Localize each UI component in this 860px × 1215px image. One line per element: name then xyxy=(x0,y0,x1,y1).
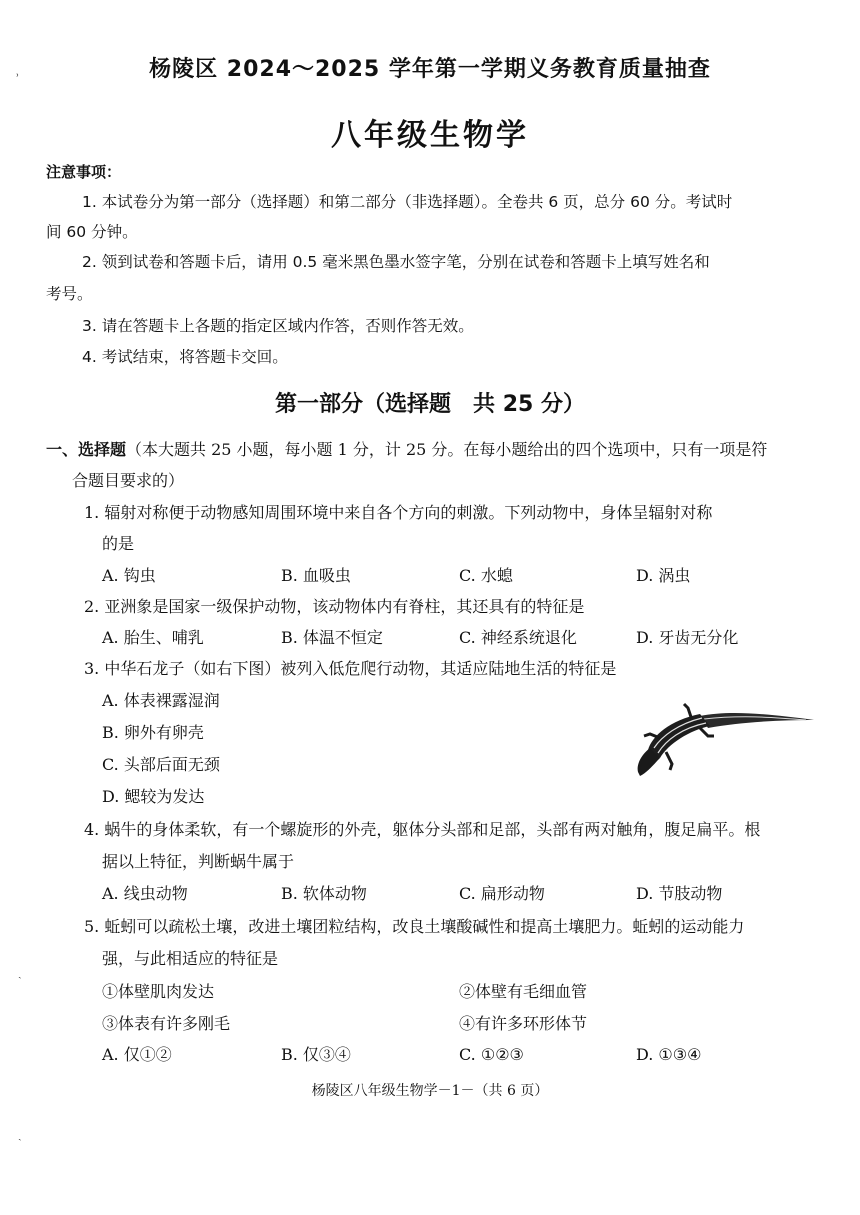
q1-option-c[interactable]: C. 水螅 xyxy=(459,566,513,585)
q5-option-b[interactable]: B. 仅③④ xyxy=(281,1045,351,1064)
q5-option-a[interactable]: A. 仅①② xyxy=(102,1045,172,1064)
q1-stem-line-1: 1. 辐射对称便于动物感知周围环境中来自各个方向的刺激。下列动物中，身体呈辐射对称 xyxy=(84,503,713,522)
subject-title: 八年级生物学 xyxy=(331,118,529,153)
notice-item-2-line-1: 2. 领到试卷和答题卡后，请用 0.5 毫米黑色墨水签字笔，分别在试卷和答题卡上填写姓名和 xyxy=(82,253,710,271)
q1-stem-line-2: 的是 xyxy=(102,534,135,553)
q2-option-a[interactable]: A. 胎生、哺乳 xyxy=(102,628,204,647)
part1-title: 第一部分（选择题 共 25 分） xyxy=(275,392,585,417)
notice-item-3: 3. 请在答题卡上各题的指定区域内作答，否则作答无效。 xyxy=(82,317,474,335)
q3-stem: 3. 中华石龙子（如右下图）被列入低危爬行动物，其适应陆地生活的特征是 xyxy=(84,659,617,678)
q5-option-c[interactable]: C. ①②③ xyxy=(459,1045,524,1064)
scan-mark: ˏ xyxy=(18,1128,22,1141)
q5-stem-line-2: 强，与此相适应的特征是 xyxy=(102,949,279,968)
section-desc-line-1: （本大题共 25 小题，每小题 1 分，计 25 分。在每小题给出的四个选项中，只有一项是符 xyxy=(126,440,768,459)
q3-option-a[interactable]: A. 体表裸露湿润 xyxy=(102,691,220,710)
section-intro xyxy=(46,440,767,460)
scan-mark: ʾ xyxy=(16,72,20,85)
q4-stem-line-1: 4. 蜗牛的身体柔软，有一个螺旋形的外壳，躯体分头部和足部，头部有两对触角，腹足扁平。根 xyxy=(84,820,761,839)
q1-option-d[interactable]: D. 涡虫 xyxy=(636,566,691,585)
notice-item-4: 4. 考试结束，将答题卡交回。 xyxy=(82,348,288,366)
exam-title: 杨陵区 2024～2025 学年第一学期义务教育质量抽查 xyxy=(149,57,711,82)
section-desc-line-2: 合题目要求的） xyxy=(72,471,185,490)
q1-option-a[interactable]: A. 钩虫 xyxy=(102,566,156,585)
notice-item-1-line-1: 1. 本试卷分为第一部分（选择题）和第二部分（非选择题）。全卷共 6 页，总分 60 分。考试时 xyxy=(82,193,733,211)
notice-heading: 注意事项： xyxy=(46,163,122,181)
scan-mark: ˏ xyxy=(18,966,22,979)
q5-option-d[interactable]: D. ①③④ xyxy=(636,1045,702,1064)
q4-option-d[interactable]: D. 节肢动物 xyxy=(636,884,723,903)
q5-statement-4: ④有许多环形体节 xyxy=(459,1014,588,1033)
q4-stem-line-2: 据以上特征，判断蜗牛属于 xyxy=(102,852,295,871)
q4-option-b[interactable]: B. 软体动物 xyxy=(281,884,367,903)
section-label: 一、选择题 xyxy=(46,440,127,459)
q3-option-d[interactable]: D. 鳃较为发达 xyxy=(102,787,205,806)
q4-option-a[interactable]: A. 线虫动物 xyxy=(102,884,188,903)
q5-statement-2: ②体壁有毛细血管 xyxy=(459,982,588,1001)
notice-item-2-line-2: 考号。 xyxy=(46,285,93,303)
q3-option-b[interactable]: B. 卵外有卵壳 xyxy=(102,723,204,742)
q4-option-c[interactable]: C. 扁形动物 xyxy=(459,884,545,903)
notice-item-1-line-2: 间 60 分钟。 xyxy=(46,223,138,241)
q5-stem-line-1: 5. 蚯蚓可以疏松土壤，改进土壤团粒结构，改良土壤酸碱性和提高土壤肥力。蚯蚓的运动能力 xyxy=(84,917,745,936)
q2-option-c[interactable]: C. 神经系统退化 xyxy=(459,628,577,647)
q2-option-d[interactable]: D. 牙齿无分化 xyxy=(636,628,739,647)
q2-stem: 2. 亚洲象是国家一级保护动物，该动物体内有脊柱，其还具有的特征是 xyxy=(84,597,585,616)
page-footer: 杨陵区八年级生物学－1－（共 6 页） xyxy=(311,1083,549,1099)
q2-option-b[interactable]: B. 体温不恒定 xyxy=(281,628,383,647)
q1-option-b[interactable]: B. 血吸虫 xyxy=(281,566,351,585)
chinese-skink-image xyxy=(630,690,820,782)
q5-statement-1: ①体壁肌肉发达 xyxy=(102,982,215,1001)
q3-option-c[interactable]: C. 头部后面无颈 xyxy=(102,755,220,774)
q5-statement-3: ③体表有许多刚毛 xyxy=(102,1014,231,1033)
